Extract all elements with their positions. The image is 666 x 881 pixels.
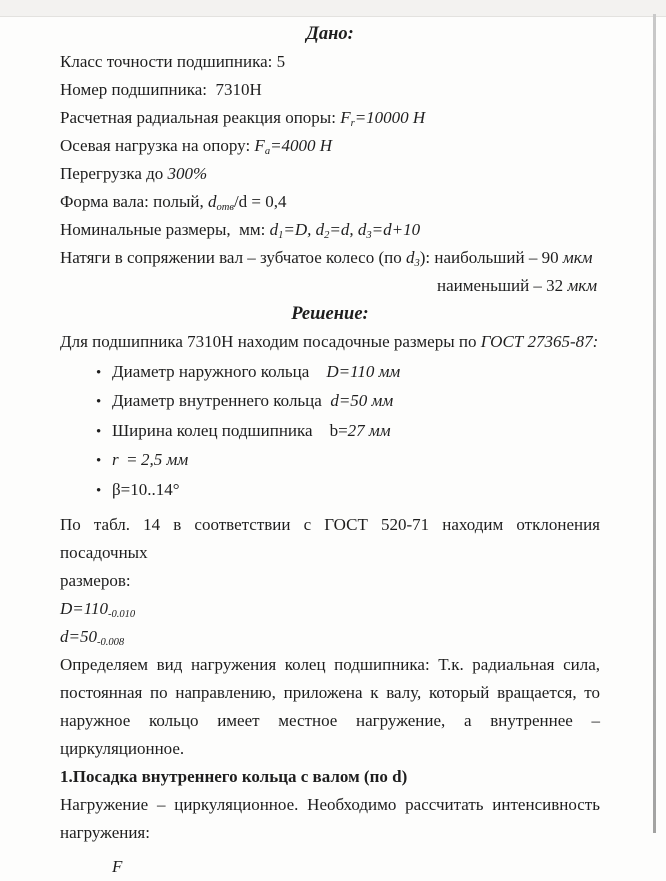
text-segment: Форма вала: полый, [60,192,208,211]
text-segment: d=50 мм [330,391,394,411]
text-segment: Перегрузка до [60,164,168,183]
text-segment: d [406,248,415,267]
document-content [0,17,666,877]
text-segment: ): наибольший – 90 [419,248,563,267]
text-segment: Диаметр наружного кольца [112,362,327,381]
text-segment: Ширина колец подшипника b= [112,420,348,440]
list-item-ring-width [96,417,600,446]
text-segment: 3 [414,257,420,269]
given-heading [60,20,600,48]
text-segment: 2,5 мм [140,450,189,470]
text-segment: a [264,145,271,157]
text-segment: постоянная по направлению, приложена к валу, который вращается, то [60,683,600,703]
text-segment: Дано: [306,24,354,44]
loading-para-line-1 [60,651,600,679]
given-line-radial-reaction [60,104,600,132]
deviations-para-line-2 [60,567,600,595]
text-segment: Номер подшипника: 7310Н [60,80,262,99]
text-segment: мкм [567,276,598,295]
text-segment: d=50 [60,627,97,647]
text-segment: 27 мм [347,420,391,440]
list-item-text [112,480,180,499]
deviation-value-D [60,595,600,623]
text-segment: Номинальные размеры, мм: [60,220,270,239]
text-segment: Диаметр внутреннего кольца [112,391,331,411]
deviation-value-d [60,623,600,651]
text-segment: =d, d [329,220,367,239]
text-segment: 300% [167,164,208,183]
text-segment: циркуляционное. [60,739,185,759]
text-segment: /d = 0,4 [233,192,287,211]
text-segment: =d+10 [371,220,421,239]
bullet-marker: • [96,482,102,499]
scan-top-margin [0,0,666,17]
text-segment: =10000 Н [354,108,426,127]
text-segment: Решение: [291,304,369,324]
list-item-inner-diameter [96,387,600,416]
text-segment: F [340,108,351,127]
text-segment: ГОСТ 27365-87: [480,332,599,351]
text-segment: = [118,450,141,470]
list-item-outer-diameter [96,358,600,387]
text-segment: =4000 Н [270,136,333,155]
given-line-accuracy-class [60,48,600,76]
text-segment: отв [216,201,234,213]
formula-variable-F [112,857,122,876]
given-line-axial-load [60,132,600,160]
list-item-text [112,362,400,381]
text-segment: Класс точности подшипника: 5 [60,52,286,71]
text-segment: 2 [324,229,330,241]
text-segment: 1.Посадка внутреннего кольца с валом (по d) [60,767,408,787]
bearing-dimensions-list [96,358,600,505]
loading-para-line-3 [60,707,600,735]
solution-intro-line [60,328,600,356]
text-segment: r [350,117,355,129]
text-segment: β=10..14° [112,479,180,499]
text-segment: 3 [366,229,372,241]
loading-para-line-2 [60,679,600,707]
section-1-para-line-1 [60,791,600,819]
text-segment: По табл. 14 в соответствии с ГОСТ 520-71 находим отклонения посадочных [60,515,600,563]
given-line-nominal-sizes [60,216,600,244]
cut-off-formula-fragment [60,853,600,877]
text-segment: -0.008 [96,636,125,648]
text-segment: Осевая нагрузка на опору: [60,136,255,155]
section-1-para-line-2 [60,819,600,847]
bullet-marker: • [96,365,102,381]
text-segment: размеров: [60,571,131,591]
bullet-marker: • [96,423,102,440]
text-segment: F [112,857,123,877]
list-item-text [112,391,393,410]
text-segment: наименьший – 32 [437,276,568,295]
list-item-radius [96,446,600,475]
loading-para-line-4 [60,735,600,763]
text-segment: F [254,136,265,155]
text-segment: r [112,450,119,470]
given-line-overload [60,160,600,188]
text-segment: Натяги в сопряжении вал – зубчатое колесо (по [60,248,406,267]
text-segment: Нагружение – циркуляционное. Необходимо рассчитать интенсивность [60,795,600,815]
text-segment: наружное кольцо имеет местное нагружение, а внутреннее – [60,711,600,731]
text-segment: D=110 мм [326,362,401,381]
text-segment: Расчетная радиальная реакция опоры: [60,108,341,127]
list-item-text [112,450,188,469]
text-segment: Определяем вид нагружения колец подшипника: Т.к. радиальная сила, [60,655,600,675]
text-segment: -0.010 [108,608,136,620]
list-item-text [112,421,391,440]
text-segment: нагружения: [60,823,150,843]
text-segment: D=110 [60,599,108,619]
given-line-interference-min [437,272,600,300]
list-item-beta-angle [96,476,600,505]
given-line-interference-max [60,244,600,272]
deviations-para-line-1 [60,511,600,567]
solution-heading [60,300,600,328]
bullet-marker: • [96,453,102,470]
text-segment: мкм [562,248,593,267]
text-segment: d [208,192,217,211]
text-segment: =D, d [283,220,325,239]
bullet-marker: • [96,394,102,411]
given-line-shaft-form [60,188,600,216]
section-1-heading [60,763,600,791]
given-line-bearing-number [60,76,600,104]
text-segment: Для подшипника 7310Н находим посадочные размеры по [60,332,481,351]
text-segment: 1 [278,229,284,241]
text-segment: d [269,220,279,239]
